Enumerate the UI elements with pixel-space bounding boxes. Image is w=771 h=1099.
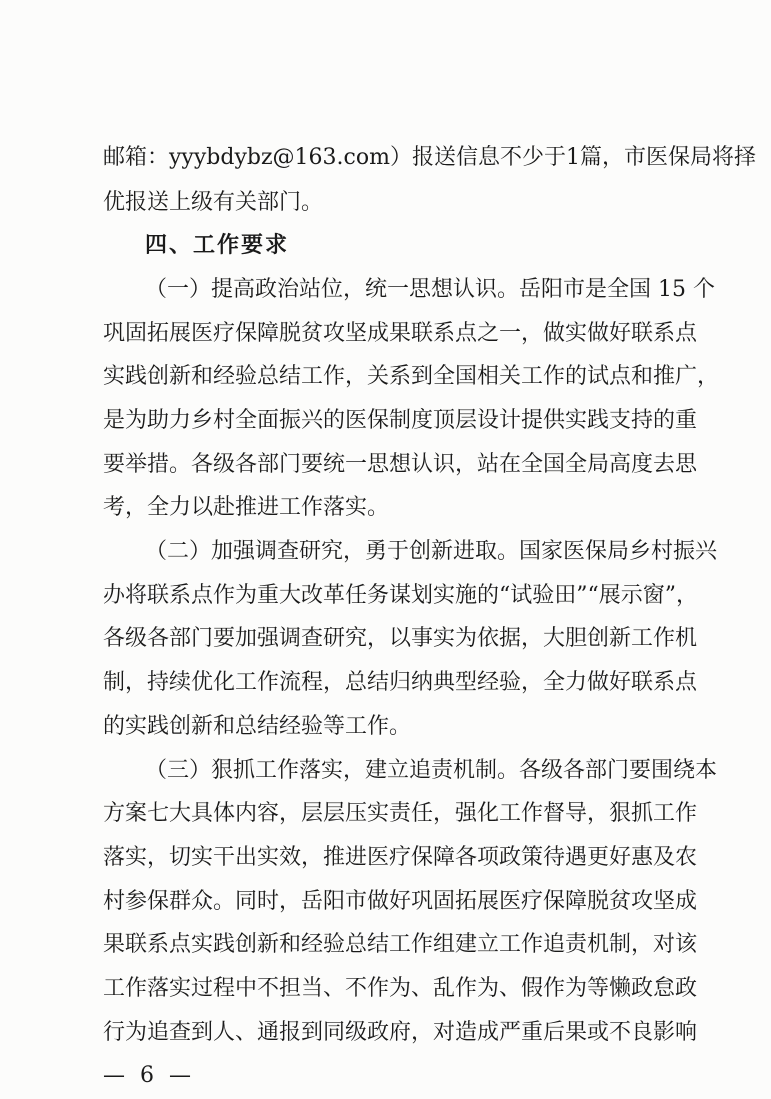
text-line: 实践创新和经验总结工作，关系到全国相关工作的试点和推广， bbox=[103, 364, 720, 389]
text-line: 是为助力乡村全面振兴的医保制度顶层设计提供实践支持的重 bbox=[103, 408, 698, 433]
text-line: 要举措。各级各部门要统一思想认识，站在全国全局高度去思 bbox=[103, 452, 698, 477]
text-line: 考，全力以赴推进工作落实。 bbox=[103, 495, 390, 520]
text-line: 果联系点实践创新和经验总结工作组建立工作追责机制，对该 bbox=[103, 932, 698, 957]
paragraph-first-line: （一）提高政治站位，统一思想认识。岳阳市是全国 15 个 bbox=[145, 277, 715, 302]
text-line: 巩固拓展医疗保障脱贫攻坚成果联系点之一，做实做好联系点 bbox=[103, 321, 698, 346]
text-line: 工作落实过程中不担当、不作为、乱作为、假作为等懒政怠政 bbox=[103, 976, 698, 1001]
text-line: 优报送上级有关部门。 bbox=[103, 190, 324, 215]
text-line: 行为追查到人、通报到同级政府，对造成严重后果或不良影响 bbox=[103, 1020, 698, 1045]
text-line: 的实践创新和总结经验等工作。 bbox=[103, 714, 412, 739]
text-line: 办将联系点作为重大改革任务谋划实施的“试验田”“展示窗”， bbox=[103, 583, 698, 608]
text-line: 方案七大具体内容，层层压实责任，强化工作督导，狠抓工作 bbox=[103, 801, 698, 826]
text-line: 邮箱：yyybdybz@163.com）报送信息不少于1篇，市医保局将择 bbox=[103, 145, 756, 170]
text-line: 各级各部门要加强调查研究，以事实为依据，大胆创新工作机 bbox=[103, 626, 698, 651]
text-line: 落实，切实干出实效，推进医疗保障各项政策待遇更好惠及农 bbox=[103, 845, 698, 870]
paragraph-first-line: （三）狠抓工作落实，建立追责机制。各级各部门要围绕本 bbox=[145, 758, 718, 783]
text-line: 制，持续优化工作流程，总结归纳典型经验，全力做好联系点 bbox=[103, 670, 698, 695]
text-line: 村参保群众。同时，岳阳市做好巩固拓展医疗保障脱贫攻坚成 bbox=[103, 889, 698, 914]
section-heading: 四、工作要求 bbox=[145, 233, 290, 258]
paragraph-first-line: （二）加强调查研究，勇于创新进取。国家医保局乡村振兴 bbox=[145, 539, 718, 564]
page-number: — 6 — bbox=[103, 1063, 195, 1088]
